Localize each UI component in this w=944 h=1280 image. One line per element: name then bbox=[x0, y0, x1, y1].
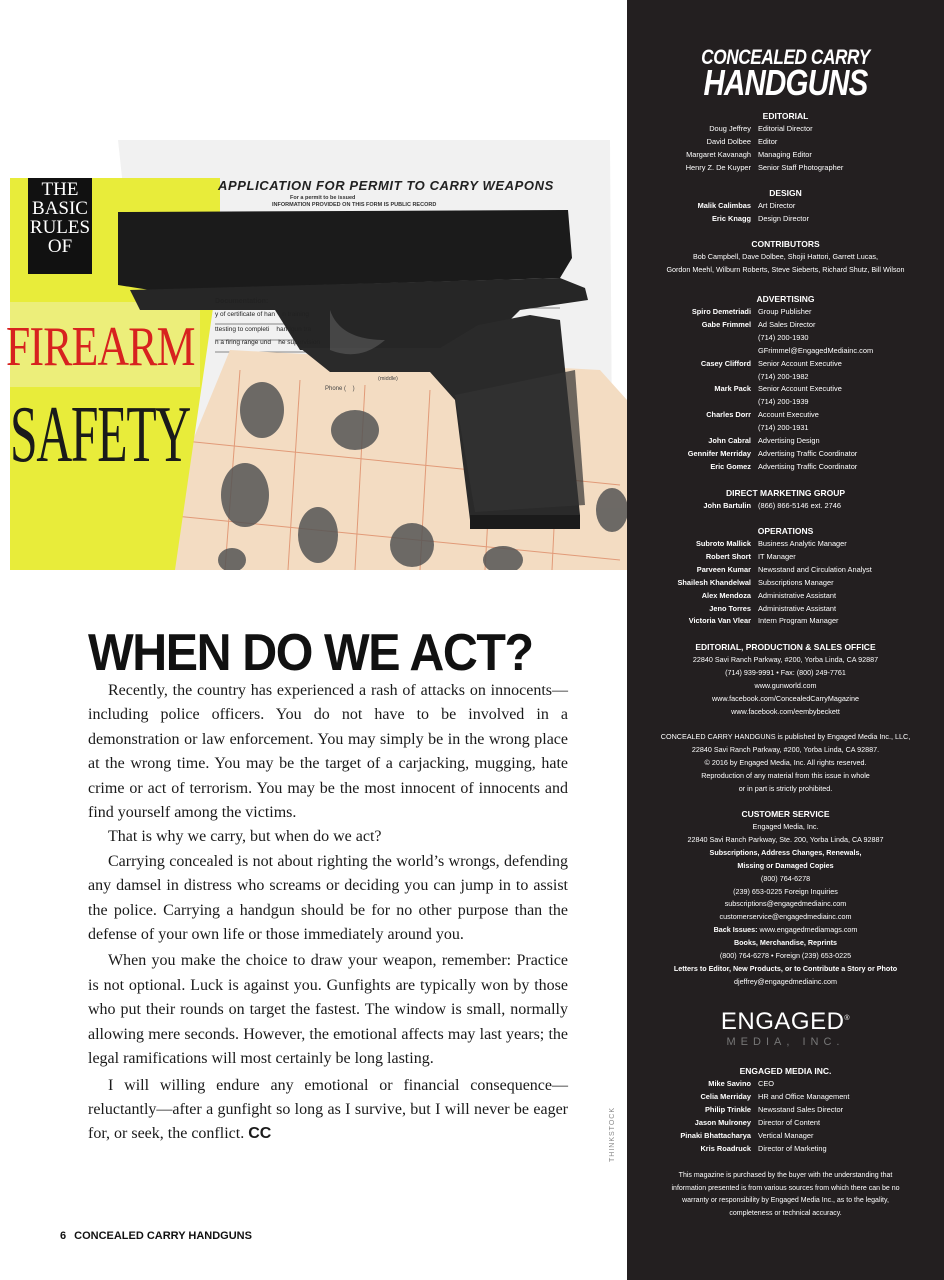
operations-heading: OPERATIONS bbox=[757, 526, 814, 536]
staff-role: Director of Marketing bbox=[758, 1143, 827, 1153]
customer-service-section bbox=[627, 808, 944, 989]
back-issues-label: Back Issues: bbox=[713, 925, 758, 935]
staff-role: Business Analytic Manager bbox=[758, 539, 847, 548]
cs-letters-email: djeffrey@engagedmediainc.com bbox=[733, 976, 838, 986]
disclaimer bbox=[627, 1170, 944, 1220]
office-section bbox=[627, 641, 944, 719]
staff-row bbox=[627, 383, 944, 396]
contributors-line: Bob Campbell, Dave Dolbee, Shojii Hattori, Garrett Lucas, bbox=[693, 252, 878, 261]
cs-phone-2: (239) 653-0225 Foreign Inquiries bbox=[733, 886, 838, 896]
book-line-3: RULES bbox=[29, 217, 91, 238]
staff-role: Vertical Manager bbox=[758, 1130, 814, 1140]
staff-row bbox=[627, 200, 944, 213]
staff-name: Parveen Kumar bbox=[696, 564, 751, 574]
editorial-heading: EDITORIAL bbox=[762, 111, 809, 121]
staff-name: Alex Mendoza bbox=[701, 590, 751, 600]
cs-books-heading: Books, Merchandise, Reprints bbox=[733, 938, 838, 948]
office-facebook-1: www.facebook.com/ConcealedCarryMagazine bbox=[711, 693, 859, 703]
article-paragraph-5 bbox=[88, 1074, 568, 1147]
cs-subs-heading-2: Missing or Damaged Copies bbox=[737, 860, 834, 870]
staff-role: Administrative Assistant bbox=[758, 590, 837, 600]
registered-mark: ® bbox=[844, 1015, 851, 1022]
staff-name bbox=[627, 371, 758, 384]
disclaimer-line: This magazine is purchased by the buyer with the understanding that bbox=[678, 1172, 893, 1179]
page-number: 6 bbox=[60, 1230, 67, 1242]
direct-marketing-section bbox=[627, 487, 944, 513]
office-website: www.gunworld.com bbox=[754, 680, 817, 690]
staff-row bbox=[627, 1091, 944, 1104]
book-title-block bbox=[28, 180, 92, 256]
staff-row bbox=[627, 396, 944, 409]
form-title: APPLICATION FOR PERMIT TO CARRY WEAPONS bbox=[218, 178, 554, 193]
staff-row bbox=[627, 1130, 944, 1143]
hero-photo bbox=[0, 140, 627, 570]
cs-books-phone: (800) 764-6278 • Foreign (239) 653-0225 bbox=[719, 951, 852, 961]
form-line-5: (middle) bbox=[378, 376, 398, 382]
engaged-logo-word: ENGAGED bbox=[720, 1008, 845, 1035]
back-issues-value: www.engagedmediamags.com bbox=[759, 925, 858, 935]
book-title-firearm: FIREARM bbox=[6, 316, 195, 378]
notice-line: © 2016 by Engaged Media, Inc. All rights reserved. bbox=[704, 757, 867, 767]
staff-row bbox=[627, 564, 944, 577]
operations-section bbox=[627, 525, 944, 628]
staff-name: Victoria Van Vlear bbox=[688, 616, 751, 626]
staff-role: Group Publisher bbox=[758, 307, 812, 316]
office-phone: (714) 939-9991 • Fax: (800) 249-7761 bbox=[725, 667, 846, 677]
contributors-heading: CONTRIBUTORS bbox=[751, 239, 820, 249]
staff-name: Eric Gomez bbox=[710, 461, 751, 471]
staff-row bbox=[627, 213, 944, 226]
notice-line: Reproduction of any material from this issue in whole bbox=[701, 770, 870, 780]
staff-row bbox=[627, 358, 944, 371]
contributors-section bbox=[627, 238, 944, 277]
staff-row bbox=[627, 448, 944, 461]
cs-subs-heading-1: Subscriptions, Address Changes, Renewals, bbox=[709, 847, 862, 857]
cs-email-2: customerservice@engagedmediainc.com bbox=[719, 912, 852, 922]
staff-name: Subroto Mallick bbox=[695, 539, 751, 548]
staff-name: Doug Jeffrey bbox=[709, 124, 751, 133]
engaged-logo-subtitle: MEDIA, INC. bbox=[726, 1036, 845, 1048]
staff-row bbox=[627, 306, 944, 319]
staff-name: Mark Pack bbox=[714, 384, 751, 394]
staff-name bbox=[627, 332, 758, 345]
engaged-media-logo bbox=[627, 1008, 944, 1036]
staff-name: Spiro Demetriadi bbox=[691, 307, 751, 316]
staff-role: Design Director bbox=[758, 213, 809, 223]
advertising-heading: ADVERTISING bbox=[756, 294, 815, 304]
engaged-media-section bbox=[627, 1065, 944, 1155]
staff-name: Gennifer Merriday bbox=[687, 448, 751, 458]
staff-email: GFrimmel@EngagedMediainc.com bbox=[758, 345, 874, 355]
notice-line: CONCEALED CARRY HANDGUNS is published by Engaged Media Inc., LLC, bbox=[660, 732, 911, 741]
staff-phone: (714) 200-1931 bbox=[758, 423, 809, 433]
direct-marketing-heading: DIRECT MARKETING GROUP bbox=[726, 488, 845, 498]
staff-role: Newsstand Sales Director bbox=[758, 1104, 844, 1114]
disclaimer-line: completeness or technical accuracy. bbox=[729, 1209, 842, 1217]
staff-phone: (714) 200-1939 bbox=[758, 397, 809, 407]
book-title-safety: SAFETY bbox=[10, 391, 190, 479]
staff-name: Margaret Kavanagh bbox=[686, 149, 751, 159]
staff-row bbox=[627, 162, 944, 175]
design-section bbox=[627, 187, 944, 226]
form-notice: INFORMATION PROVIDED ON THIS FORM IS PUBLIC RECORD bbox=[272, 202, 437, 208]
staff-role: Editor bbox=[758, 136, 778, 146]
logo-line-1: CONCEALED CARRY bbox=[701, 46, 870, 69]
staff-name: Casey Clifford bbox=[700, 358, 751, 368]
staff-role: Managing Editor bbox=[758, 149, 812, 159]
customer-service-heading: CUSTOMER SERVICE bbox=[741, 809, 830, 819]
staff-row bbox=[627, 123, 944, 136]
staff-role: Administrative Assistant bbox=[758, 603, 837, 613]
staff-row bbox=[627, 538, 944, 551]
masthead-sidebar bbox=[627, 0, 944, 1280]
staff-row bbox=[627, 345, 944, 358]
disclaimer-line: warranty or responsibility by Engaged Media Inc., as to the legality, bbox=[682, 1197, 889, 1205]
staff-phone: (866) 866-5146 ext. 2746 bbox=[758, 501, 842, 510]
staff-row bbox=[627, 435, 944, 448]
staff-name: John Bartulin bbox=[703, 501, 751, 510]
staff-role: Advertising Traffic Coordinator bbox=[758, 448, 858, 458]
staff-role: Subscriptions Manager bbox=[758, 577, 834, 587]
staff-name: Celia Merriday bbox=[700, 1091, 751, 1101]
staff-role: Intern Program Manager bbox=[758, 616, 839, 626]
staff-name: Philip Trinkle bbox=[705, 1104, 751, 1114]
engaged-media-heading: ENGAGED MEDIA INC. bbox=[739, 1066, 832, 1076]
staff-role: IT Manager bbox=[758, 551, 796, 561]
staff-row bbox=[627, 551, 944, 564]
staff-row bbox=[627, 1078, 944, 1091]
form-line-1: Documentation: bbox=[215, 298, 269, 305]
staff-name: Pinaki Bhattacharya bbox=[680, 1130, 751, 1140]
staff-name: Shailesh Khandelwal bbox=[677, 577, 751, 587]
staff-row bbox=[627, 1104, 944, 1117]
logo-line-2: HANDGUNS bbox=[703, 62, 868, 103]
staff-role: Advertising Traffic Coordinator bbox=[758, 461, 858, 471]
staff-row bbox=[627, 136, 944, 149]
form-line-4: n a firing range und he supervision bbox=[215, 339, 321, 346]
staff-role: Ad Sales Director bbox=[758, 319, 816, 329]
staff-name: Eric Knagg bbox=[711, 213, 751, 223]
staff-name: David Dolbee bbox=[706, 136, 751, 146]
form-line-2: y of certificate of han n training bbox=[215, 311, 309, 318]
cs-company: Engaged Media, Inc. bbox=[752, 822, 819, 831]
staff-row bbox=[627, 149, 944, 162]
staff-row bbox=[627, 1117, 944, 1130]
page-footer bbox=[60, 1230, 252, 1242]
book-line-2: BASIC bbox=[32, 198, 88, 219]
staff-row bbox=[627, 1143, 944, 1156]
publisher-notice bbox=[627, 731, 944, 796]
staff-phone: (714) 200-1930 bbox=[758, 332, 809, 342]
office-heading: EDITORIAL, PRODUCTION & SALES OFFICE bbox=[695, 642, 876, 652]
staff-row bbox=[627, 371, 944, 384]
staff-name: John Cabral bbox=[708, 436, 751, 446]
advertising-section bbox=[627, 293, 944, 474]
staff-role: Editorial Director bbox=[758, 124, 813, 133]
book-line-4: OF bbox=[47, 236, 73, 257]
staff-name: Malik Calimbas bbox=[697, 201, 751, 210]
staff-name bbox=[627, 422, 758, 435]
disclaimer-line: information presented is from various sources from which there can be no bbox=[671, 1184, 900, 1192]
office-address: 22840 Savi Ranch Parkway, #200, Yorba Linda, CA 92887 bbox=[692, 655, 879, 664]
cs-email-1: subscriptions@engagedmediainc.com bbox=[724, 899, 847, 909]
staff-name: Charles Dorr bbox=[706, 410, 751, 420]
article-paragraph-2: That is why we carry, but when do we act? bbox=[108, 828, 382, 846]
staff-name: Jason Mulroney bbox=[694, 1117, 751, 1127]
staff-row bbox=[627, 603, 944, 616]
staff-row bbox=[627, 409, 944, 422]
staff-phone: (714) 200-1982 bbox=[758, 371, 809, 381]
article-headline: WHEN DO WE ACT? bbox=[88, 624, 533, 682]
form-line-3: ttesting to completi handgun tra bbox=[215, 326, 312, 333]
notice-line: or in part is strictly prohibited. bbox=[738, 783, 833, 793]
staff-role: Senior Account Executive bbox=[758, 358, 842, 368]
staff-role: Advertising Design bbox=[758, 436, 820, 446]
staff-row bbox=[627, 500, 944, 513]
staff-row bbox=[627, 615, 944, 628]
cs-phone-1: (800) 764-6278 bbox=[760, 873, 811, 883]
footer-magazine-name: CONCEALED CARRY HANDGUNS bbox=[74, 1230, 252, 1242]
contributors-line: Gordon Meehl, Wilburn Roberts, Steve Sieberts, Richard Shutz, Bill Wilson bbox=[666, 264, 905, 274]
staff-name: Jeno Torres bbox=[709, 603, 751, 613]
office-facebook-2: www.facebook.com/eembybeckett bbox=[731, 706, 840, 716]
staff-role: Director of Content bbox=[758, 1117, 821, 1127]
notice-line: 22840 Savi Ranch Parkway, #200, Yorba Linda, CA 92887. bbox=[691, 744, 880, 754]
end-mark: CC bbox=[248, 1125, 272, 1143]
staff-row bbox=[627, 577, 944, 590]
article-paragraph-4: When you make the choice to draw your weapon, remember: Practice is not optional. Luck is against you. Gunfights are typically won by those who put their rounds on target the fastest. The window is small, normally allowing mere seconds. However, the emotional affects may last years; the legal ramifications will most certainly be long lasting. bbox=[88, 952, 568, 1068]
article-paragraph-3: Carrying concealed is not about righting the world’s wrongs, defending any damsel in distress who screams or deciding you can jump in to assist the police. Carrying a handgun should be for no other purpose than the defense of your own life or those immediately around you. bbox=[88, 852, 568, 944]
book-line-1: THE bbox=[41, 179, 79, 200]
staff-name bbox=[627, 345, 758, 358]
article-paragraph-1: Recently, the country has experienced a rash of attacks on innocents—including police officers. You do not have to be involved in a demonstration or law enforcement. You may simply be in the wrong place at the wrong time. You may be the target of a carjacking, mugging, hate crime or act of terrorism. You may be the most innocent of innocents and find yourself among the victims. bbox=[88, 682, 568, 822]
staff-name: Henry Z. De Kuyper bbox=[685, 162, 751, 172]
editorial-section bbox=[627, 110, 944, 175]
staff-role: Art Director bbox=[758, 201, 796, 210]
staff-name: Kris Roadruck bbox=[700, 1143, 751, 1153]
cs-back-issues bbox=[627, 924, 944, 937]
form-line-6: Phone ( ) bbox=[325, 386, 355, 392]
staff-row bbox=[627, 319, 944, 332]
staff-role: Senior Account Executive bbox=[758, 384, 842, 394]
staff-row bbox=[627, 332, 944, 345]
staff-name: Gabe Frimmel bbox=[701, 319, 751, 329]
staff-row bbox=[627, 422, 944, 435]
staff-name bbox=[627, 396, 758, 409]
staff-role: HR and Office Management bbox=[758, 1091, 850, 1101]
article-body bbox=[88, 679, 568, 1147]
staff-role: Account Executive bbox=[758, 410, 819, 420]
staff-row bbox=[627, 590, 944, 603]
staff-name: Mike Savino bbox=[708, 1079, 751, 1088]
design-heading: DESIGN bbox=[769, 188, 802, 198]
photo-credit: THINKSTOCK bbox=[609, 1107, 616, 1162]
staff-role: CEO bbox=[758, 1079, 775, 1088]
staff-row bbox=[627, 461, 944, 474]
cs-letters-heading: Letters to Editor, New Products, or to Contribute a Story or Photo bbox=[673, 963, 898, 973]
staff-name: Robert Short bbox=[705, 551, 751, 561]
staff-role: Newsstand and Circulation Analyst bbox=[758, 564, 872, 574]
article-paragraph-5-text: I will willing endure any emotional or financial consequence—reluctantly—after a gunfight so long as I survive, but I will never be eager for, or seek, the conflict. bbox=[88, 1076, 568, 1143]
staff-role: Senior Staff Photographer bbox=[758, 162, 844, 172]
form-subtitle: For a permit to be issued bbox=[290, 195, 356, 201]
cs-address: 22840 Savi Ranch Parkway, Ste. 200, Yorba Linda, CA 92887 bbox=[687, 834, 884, 844]
